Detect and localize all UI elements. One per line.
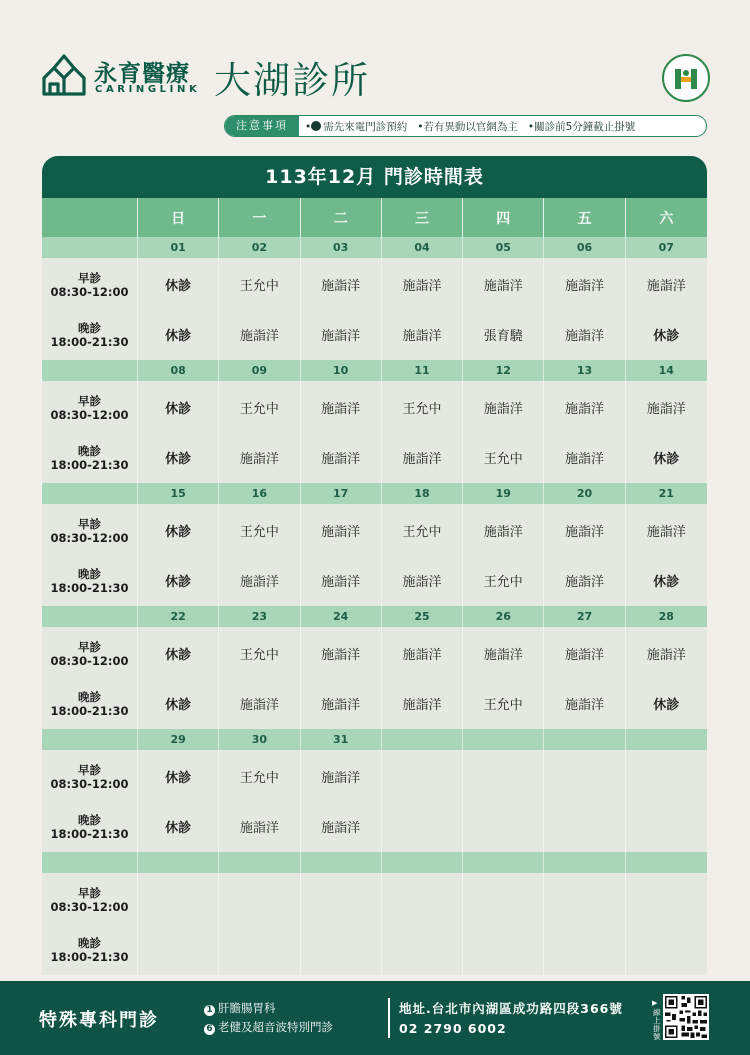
doctor-cell [544,801,625,852]
doctor-cell: 施詣洋 [301,750,382,801]
evening-slot-label [42,801,138,852]
doctor-cell: 施詣洋 [219,555,300,606]
date-cell: 08 [138,360,219,381]
date-cell [626,852,707,873]
weekday-header: 日 [138,198,219,237]
date-cell: 09 [219,360,300,381]
doctor-cell [544,873,625,924]
footer-divider [388,998,390,1038]
doctor-cell: 休診 [138,381,219,432]
doctor-cell: 休診 [138,432,219,483]
doctor-cell: 施詣洋 [301,504,382,555]
date-cell: 04 [382,237,463,258]
doctor-cell: 王允中 [219,258,300,309]
slot-name: 早診 [77,516,101,531]
doctor-cell: 施詣洋 [301,258,382,309]
doctor-cell: 施詣洋 [219,309,300,360]
date-cell: 12 [463,360,544,381]
doctor-cell: 王允中 [463,432,544,483]
doctor-cell: 休診 [626,432,707,483]
morning-slot-row [42,627,707,678]
morning-slot-row [42,258,707,309]
slot-time: 18:00-21:30 [50,580,129,595]
evening-slot-row [42,801,707,852]
date-row-corner [42,360,138,381]
doctor-cell: 王允中 [382,381,463,432]
doctor-cell: 施詣洋 [463,627,544,678]
doctor-cell [382,924,463,975]
date-cell: 13 [544,360,625,381]
doctor-cell [463,750,544,801]
date-cell [301,852,382,873]
doctor-cell [463,924,544,975]
date-row [42,729,707,750]
date-cell: 18 [382,483,463,504]
date-cell: 11 [382,360,463,381]
date-cell [219,852,300,873]
date-cell [544,729,625,750]
weekday-header-row [42,198,707,237]
doctor-cell: 休診 [626,309,707,360]
specialty-list [204,999,333,1037]
doctor-cell: 王允中 [382,504,463,555]
doctor-cell: 王允中 [219,381,300,432]
arrow-icon: ▶ [652,999,658,1007]
contact-info [399,999,623,1039]
morning-slot-row [42,873,707,924]
schedule-title: 113年12月 門診時間表 [42,156,707,198]
date-row [42,237,707,258]
doctor-cell: 休診 [138,309,219,360]
doctor-cell [382,873,463,924]
doctor-cell: 施詣洋 [382,309,463,360]
doctor-cell: 施詣洋 [301,432,382,483]
doctor-cell: 施詣洋 [219,801,300,852]
doctor-cell: 施詣洋 [626,627,707,678]
evening-slot-label [42,678,138,729]
date-cell [463,852,544,873]
date-cell: 03 [301,237,382,258]
notice-item: •若有異動以官網為主 [417,120,518,133]
evening-slot-label [42,555,138,606]
date-cell: 28 [626,606,707,627]
number-badge: 1 [204,1005,215,1016]
date-cell: 10 [301,360,382,381]
doctor-cell: 施詣洋 [219,432,300,483]
date-cell: 27 [544,606,625,627]
doctor-cell: 王允中 [219,750,300,801]
brand-name: 永育醫療 [94,61,190,87]
evening-slot-row [42,678,707,729]
qr-code-icon[interactable] [663,994,709,1040]
weekday-header: 六 [626,198,707,237]
notice-bar [224,115,707,137]
phone-number: 02 2790 6002 [399,1021,507,1036]
notice-items [305,116,645,136]
online-booking-label: 線上掛號 [653,1008,661,1041]
doctor-cell: 施詣洋 [544,504,625,555]
doctor-cell: 休診 [138,258,219,309]
doctor-cell: 施詣洋 [382,627,463,678]
doctor-cell: 施詣洋 [626,504,707,555]
doctor-cell: 施詣洋 [301,801,382,852]
slot-name: 晚診 [77,443,101,458]
doctor-cell: 休診 [626,555,707,606]
morning-slot-row [42,750,707,801]
doctor-cell: 施詣洋 [382,678,463,729]
slot-time: 18:00-21:30 [50,334,129,349]
notice-item: • 需先來電門診預約 [305,120,408,133]
doctor-cell [382,801,463,852]
doctor-cell [219,924,300,975]
doctor-cell: 張育驍 [463,309,544,360]
slot-name: 早診 [77,762,101,777]
slot-name: 晚診 [77,935,101,950]
doctor-cell [382,750,463,801]
doctor-cell [138,873,219,924]
doctor-cell [219,873,300,924]
date-cell: 19 [463,483,544,504]
slot-name: 晚診 [77,689,101,704]
date-cell [463,729,544,750]
doctor-cell: 休診 [138,555,219,606]
doctor-cell [544,924,625,975]
weekday-header: 三 [382,198,463,237]
slot-time: 08:30-12:00 [50,407,129,422]
slot-time: 08:30-12:00 [50,530,129,545]
doctor-cell: 施詣洋 [463,504,544,555]
date-cell: 02 [219,237,300,258]
weekday-header: 四 [463,198,544,237]
date-cell: 14 [626,360,707,381]
doctor-cell: 休診 [138,627,219,678]
morning-slot-label [42,873,138,924]
date-cell: 15 [138,483,219,504]
doctor-cell: 施詣洋 [544,627,625,678]
doctor-cell: 休診 [138,801,219,852]
health-cert-badge-icon [662,54,710,102]
doctor-cell: 施詣洋 [544,309,625,360]
date-cell [544,852,625,873]
specialty-item [204,1018,333,1037]
notice-label: 注意事項 [225,116,299,136]
morning-slot-label [42,258,138,309]
slot-time: 08:30-12:00 [50,899,129,914]
date-cell: 30 [219,729,300,750]
brand-english-name: CARINGLINK [95,84,201,95]
slot-time: 08:30-12:00 [50,284,129,299]
doctor-cell [626,924,707,975]
slot-time: 08:30-12:00 [50,653,129,668]
slot-time: 18:00-21:30 [50,826,129,841]
doctor-cell [301,873,382,924]
weekday-header-corner [42,198,138,237]
date-cell: 23 [219,606,300,627]
slot-name: 晚診 [77,320,101,335]
clinic-name: 大湖診所 [214,59,370,102]
date-cell [138,852,219,873]
doctor-cell: 施詣洋 [301,627,382,678]
doctor-cell: 施詣洋 [626,258,707,309]
doctor-cell: 施詣洋 [382,555,463,606]
doctor-cell: 施詣洋 [463,381,544,432]
doctor-cell: 施詣洋 [544,381,625,432]
morning-slot-row [42,381,707,432]
date-cell: 24 [301,606,382,627]
weekday-header: 二 [301,198,382,237]
date-cell: 05 [463,237,544,258]
slot-name: 晚診 [77,566,101,581]
doctor-cell: 王允中 [463,555,544,606]
evening-slot-row [42,432,707,483]
slot-name: 早診 [77,270,101,285]
doctor-cell [138,924,219,975]
doctor-cell: 施詣洋 [544,432,625,483]
weekday-header: 一 [219,198,300,237]
doctor-cell [626,873,707,924]
date-cell: 22 [138,606,219,627]
doctor-cell [463,801,544,852]
footer [0,981,750,1055]
date-cell: 21 [626,483,707,504]
doctor-cell: 王允中 [219,627,300,678]
doctor-cell: 施詣洋 [544,555,625,606]
morning-slot-row [42,504,707,555]
slot-name: 早診 [77,393,101,408]
evening-slot-label [42,432,138,483]
number-badge: 6 [204,1024,215,1035]
doctor-cell: 施詣洋 [463,258,544,309]
doctor-cell: 施詣洋 [301,381,382,432]
doctor-cell [626,801,707,852]
date-row-corner [42,606,138,627]
slot-name: 晚診 [77,812,101,827]
doctor-cell: 休診 [626,678,707,729]
date-cell [626,729,707,750]
date-cell: 06 [544,237,625,258]
morning-slot-label [42,750,138,801]
specialty-item [204,999,333,1018]
date-cell: 20 [544,483,625,504]
date-cell: 31 [301,729,382,750]
evening-slot-label [42,309,138,360]
doctor-cell [463,873,544,924]
footer-title: 特殊專科門診 [39,1010,159,1031]
date-row [42,483,707,504]
doctor-cell: 施詣洋 [382,432,463,483]
date-row [42,852,707,873]
date-cell: 01 [138,237,219,258]
evening-slot-label [42,924,138,975]
doctor-cell [626,750,707,801]
morning-slot-label [42,381,138,432]
doctor-cell: 施詣洋 [301,678,382,729]
notice-item: •關診前5分鐘截止掛號 [527,120,636,133]
date-cell: 26 [463,606,544,627]
slot-time: 08:30-12:00 [50,776,129,791]
doctor-cell: 王允中 [463,678,544,729]
doctor-cell: 王允中 [219,504,300,555]
schedule-table [42,156,707,975]
doctor-cell: 施詣洋 [382,258,463,309]
date-cell: 25 [382,606,463,627]
house-logo-icon [40,52,88,98]
date-row-corner [42,237,138,258]
morning-slot-label [42,627,138,678]
doctor-cell: 施詣洋 [544,678,625,729]
doctor-cell: 施詣洋 [301,309,382,360]
date-row-corner [42,852,138,873]
doctor-cell: 施詣洋 [219,678,300,729]
date-cell [382,852,463,873]
evening-slot-row [42,555,707,606]
doctor-cell [544,750,625,801]
specialty-label: 肝膽腸胃科 [218,1001,276,1015]
doctor-cell: 休診 [138,750,219,801]
weekday-header: 五 [544,198,625,237]
doctor-cell: 施詣洋 [626,381,707,432]
evening-slot-row [42,924,707,975]
slot-time: 18:00-21:30 [50,949,129,964]
date-row [42,360,707,381]
specialty-label: 老健及超音波特別門診 [218,1020,333,1034]
date-row-corner [42,483,138,504]
doctor-cell: 施詣洋 [544,258,625,309]
doctor-cell: 施詣洋 [301,555,382,606]
slot-time: 18:00-21:30 [50,457,129,472]
schedule-weeks [42,237,707,975]
date-cell: 17 [301,483,382,504]
date-row [42,606,707,627]
date-cell: 29 [138,729,219,750]
date-cell [382,729,463,750]
slot-time: 18:00-21:30 [50,703,129,718]
date-row-corner [42,729,138,750]
evening-slot-row [42,309,707,360]
doctor-cell [301,924,382,975]
doctor-cell: 休診 [138,504,219,555]
doctor-cell: 休診 [138,678,219,729]
address-text: 地址.台北市內湖區成功路四段366號 [399,1001,623,1016]
date-cell: 16 [219,483,300,504]
slot-name: 早診 [77,885,101,900]
phone-icon [311,121,321,131]
slot-name: 早診 [77,639,101,654]
date-cell: 07 [626,237,707,258]
morning-slot-label [42,504,138,555]
